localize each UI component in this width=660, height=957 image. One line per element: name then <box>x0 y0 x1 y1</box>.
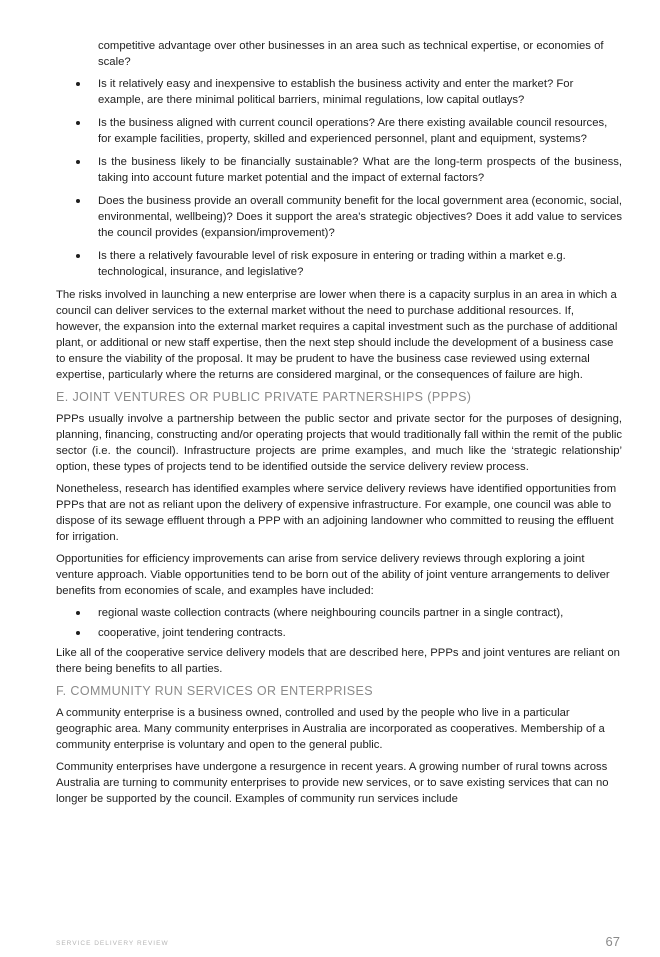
community-paragraph-1: A community enterprise is a business owned, controlled and used by the people who live in a particular geographic area. Many community enterprises in Australia are incorporated as cooperatives. Membership of a community enterprise is voluntary and open to the general public. <box>56 707 605 751</box>
list-item: Is the business likely to be financially sustainable? What are the long-term prospects of the business, taking into account future market potential and the impact of external factors? <box>56 154 622 186</box>
bullet-icon <box>76 199 80 203</box>
ppp-paragraph-3: Opportunities for efficiency improvements can arise from service delivery reviews through exploring a joint venture approach. Viable opportunities tend to be born out of the ability of joint venture arrangements to deliver benefits from economies of scale, and examples have included: <box>56 553 610 597</box>
intro-continuation: competitive advantage over other businesses in an area such as technical expertise, or economies of scale? <box>98 40 604 68</box>
list-item: Is it relatively easy and inexpensive to establish the business activity and enter the market? For example, are there minimal political barriers, minimal regulations, low capital outlays? <box>56 76 622 108</box>
evaluation-questions-list <box>56 76 622 280</box>
list-item: Is the business aligned with current council operations? Are there existing available council resources, for example facilities, property, skilled and experienced personnel, plant and equipment, systems? <box>56 115 622 147</box>
bullet-icon <box>76 121 80 125</box>
ppp-paragraph-4: Like all of the cooperative service delivery models that are described here, PPPs and joint ventures are reliant on there being benefits to all parties. <box>56 647 620 675</box>
list-item: Does the business provide an overall community benefit for the local government area (economic, social, environmental, wellbeing)? Does it support the area's strategic objectives? Does it add value to services the council provides (expansion/improvement)? <box>56 193 622 241</box>
bullet-icon <box>76 631 80 635</box>
section-heading-e: E. JOINT VENTURES OR PUBLIC PRIVATE PARTNERSHIPS (PPPS) <box>56 390 472 404</box>
risks-paragraph: The risks involved in launching a new enterprise are lower when there is a capacity surplus in an area in which a council can deliver services to the external market without the need to purchase additional resources. If, however, the expansion into the external market requires a capital investment such as the purchase of additional plant, or additional or new staff expertise, then the next step should include the development of a business case to ensure the viability of the proposal. It may be prudent to have the business case reviewed using external expertise, particularly where the returns are considered marginal, or the consequences of failure are high. <box>56 289 618 381</box>
ppp-paragraph-2: Nonetheless, research has identified examples where service delivery reviews have identified opportunities from PPPs that are not as reliant upon the delivery of expensive infrastructure. For example, one council was able to dispose of its sewage effluent through a PPP with an adjoining landowner who committed to reusing the effluent for irrigation. <box>56 483 617 543</box>
ppp-paragraph-1: PPPs usually involve a partnership between the public sector and private sector for the purposes of designing, planning, financing, constructing and/or operating projects that would traditionally fall within the remit of the public sector (i.e. the council). Infrastructure projects are prime examples, and much like the ‘strategic relationship’ option, these types of projects tend to be identified outside the service delivery review process. <box>56 413 622 473</box>
bullet-icon <box>76 611 80 615</box>
section-heading-f: F. COMMUNITY RUN SERVICES OR ENTERPRISES <box>56 684 373 698</box>
bullet-icon <box>76 254 80 258</box>
community-paragraph-2: Community enterprises have undergone a resurgence in recent years. A growing number of rural towns across Australia are turning to community enterprises to provide new services, or to save existing services that can no longer be supported by the council. Examples of community run services include <box>56 761 609 805</box>
bullet-icon <box>76 160 80 164</box>
list-item: cooperative, joint tendering contracts. <box>56 625 622 641</box>
list-item: regional waste collection contracts (where neighbouring councils partner in a single contract), <box>56 605 622 621</box>
document-body <box>56 38 622 813</box>
bullet-icon <box>76 82 80 86</box>
page-number: 67 <box>605 934 620 949</box>
list-item: Is there a relatively favourable level of risk exposure in entering or trading within a market e.g. technological, insurance, and legislative? <box>56 248 622 280</box>
footer-title: SERVICE DELIVERY REVIEW <box>56 940 169 947</box>
joint-venture-examples-list <box>56 605 622 641</box>
